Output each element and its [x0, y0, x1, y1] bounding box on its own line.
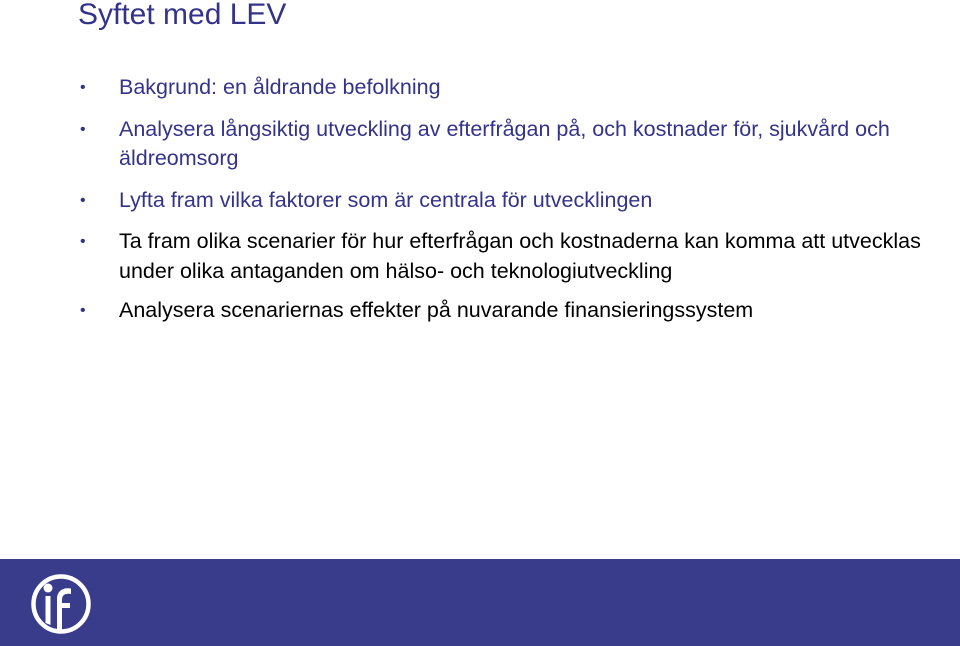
organization-logo-icon — [30, 573, 92, 635]
bullet-list — [78, 73, 940, 326]
bullet-item-background: • Bakgrund: en åldrande befolkning — [78, 73, 940, 103]
bullet-item-key-factors: • Lyfta fram vilka faktorer som är centrala för utvecklingen — [78, 186, 940, 216]
bullet-item-financing: • Analysera scenariernas effekter på nuvarande finansieringssystem — [78, 296, 940, 326]
bullet-item-analyze-demand: • Analysera långsiktig utveckling av efterfrågan på, och kostnader för, sjukvård och äldreomsorg — [78, 115, 940, 174]
footer-band — [0, 559, 960, 646]
slide-title: Syftet med LEV — [78, 0, 287, 31]
bullet-item-scenarios: • Ta fram olika scenarier för hur efterfrågan och kostnaderna kan komma att utvecklas under olika antaganden om hälso- och teknologiutveckling — [78, 227, 940, 286]
